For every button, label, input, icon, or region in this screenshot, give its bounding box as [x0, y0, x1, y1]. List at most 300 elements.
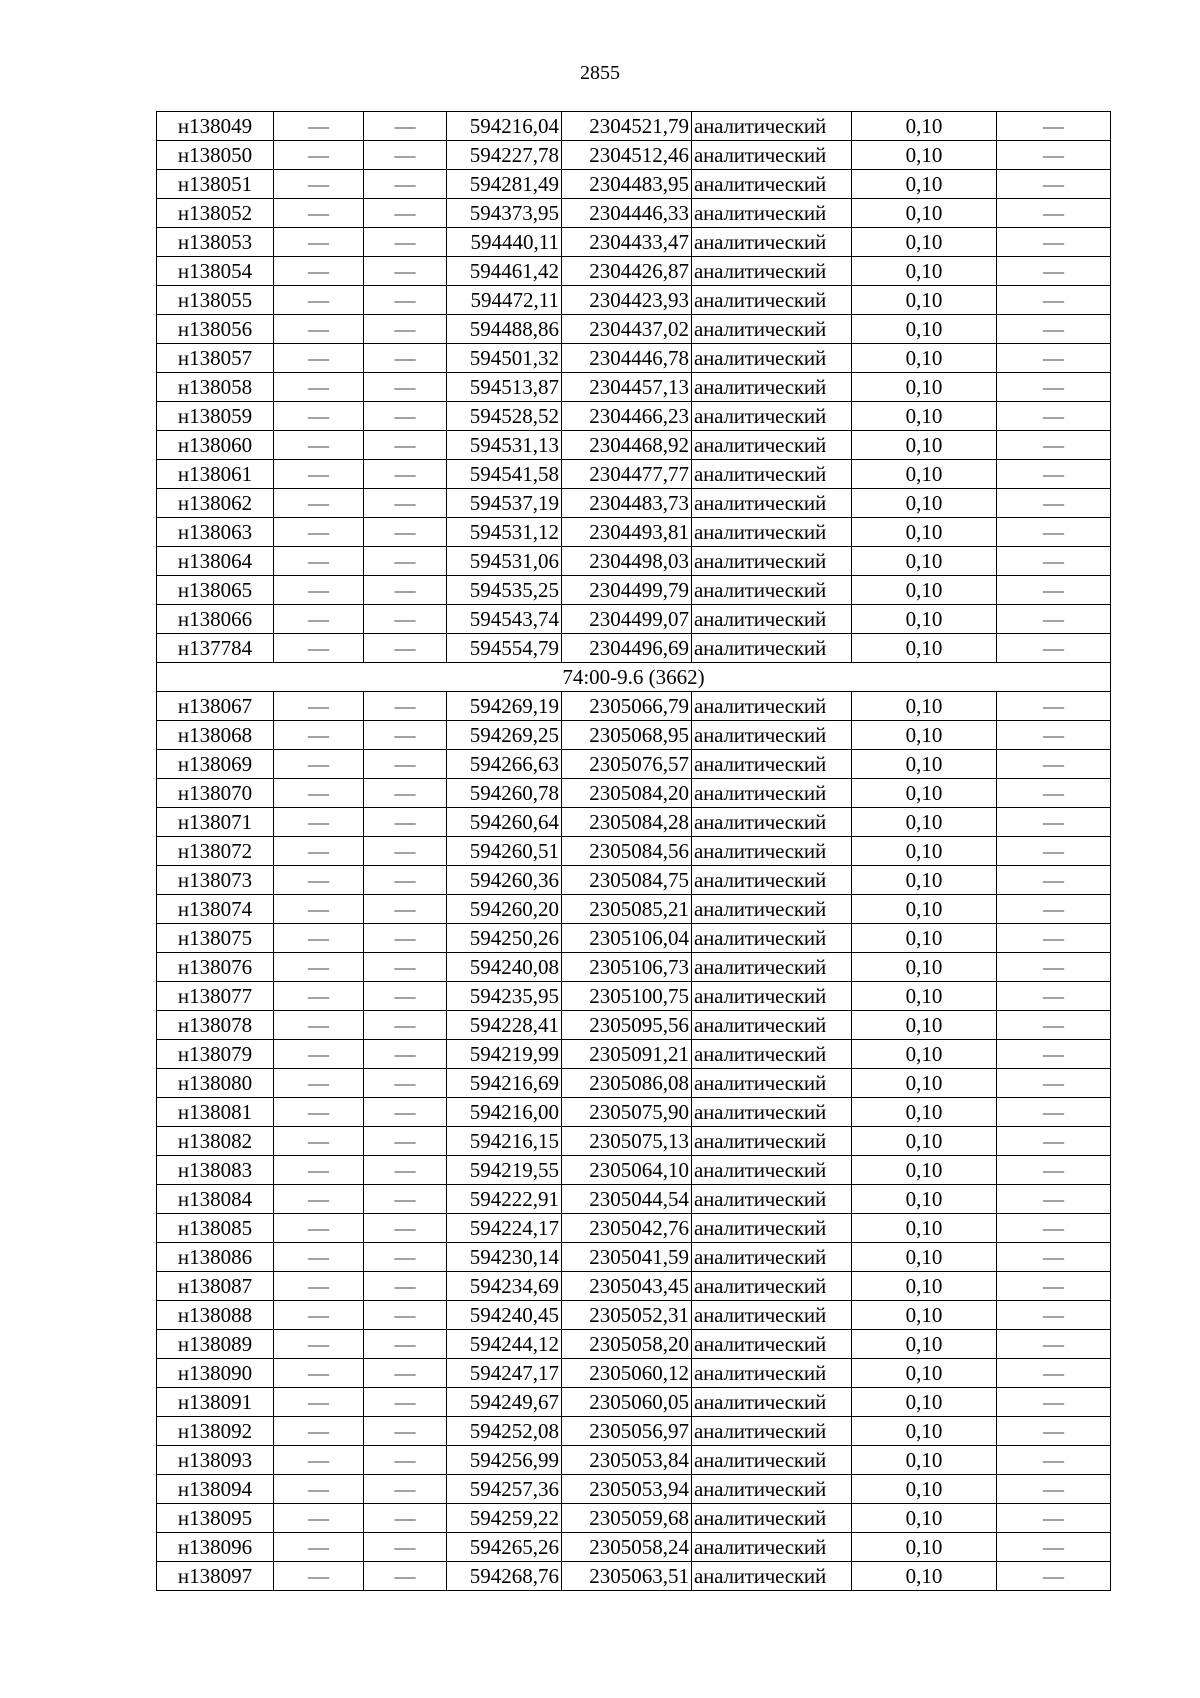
x-coordinate-cell: 594265,26 [447, 1533, 562, 1562]
y-coordinate-cell: 2304499,07 [562, 605, 692, 634]
dash-cell: — [274, 518, 364, 547]
method-cell: аналитический [692, 895, 852, 924]
accuracy-cell: 0,10 [852, 402, 997, 431]
dash-cell: — [997, 1475, 1111, 1504]
x-coordinate-cell: 594543,74 [447, 605, 562, 634]
method-cell: аналитический [692, 1069, 852, 1098]
table-row [157, 344, 1111, 373]
dash-cell: — [274, 1417, 364, 1446]
dash-cell: — [997, 1272, 1111, 1301]
table-row [157, 1156, 1111, 1185]
accuracy-cell: 0,10 [852, 257, 997, 286]
dash-cell: — [274, 1272, 364, 1301]
point-id-cell: н138056 [157, 315, 274, 344]
x-coordinate-cell: 594219,99 [447, 1040, 562, 1069]
point-id-cell: н138072 [157, 837, 274, 866]
x-coordinate-cell: 594252,08 [447, 1417, 562, 1446]
x-coordinate-cell: 594244,12 [447, 1330, 562, 1359]
accuracy-cell: 0,10 [852, 315, 997, 344]
dash-cell: — [274, 924, 364, 953]
dash-cell: — [364, 953, 447, 982]
x-coordinate-cell: 594541,58 [447, 460, 562, 489]
x-coordinate-cell: 594256,99 [447, 1446, 562, 1475]
x-coordinate-cell: 594269,25 [447, 721, 562, 750]
accuracy-cell: 0,10 [852, 750, 997, 779]
table-row [157, 373, 1111, 402]
dash-cell: — [997, 1040, 1111, 1069]
y-coordinate-cell: 2304437,02 [562, 315, 692, 344]
dash-cell: — [997, 489, 1111, 518]
accuracy-cell: 0,10 [852, 1243, 997, 1272]
x-coordinate-cell: 594235,95 [447, 982, 562, 1011]
dash-cell: — [274, 257, 364, 286]
y-coordinate-cell: 2305068,95 [562, 721, 692, 750]
dash-cell: — [274, 112, 364, 141]
x-coordinate-cell: 594234,69 [447, 1272, 562, 1301]
y-coordinate-cell: 2305043,45 [562, 1272, 692, 1301]
method-cell: аналитический [692, 1475, 852, 1504]
dash-cell: — [997, 576, 1111, 605]
accuracy-cell: 0,10 [852, 1156, 997, 1185]
accuracy-cell: 0,10 [852, 1301, 997, 1330]
dash-cell: — [364, 344, 447, 373]
table-row [157, 112, 1111, 141]
y-coordinate-cell: 2305075,90 [562, 1098, 692, 1127]
y-coordinate-cell: 2305076,57 [562, 750, 692, 779]
x-coordinate-cell: 594537,19 [447, 489, 562, 518]
y-coordinate-cell: 2305084,28 [562, 808, 692, 837]
dash-cell: — [364, 750, 447, 779]
table-row [157, 257, 1111, 286]
dash-cell: — [997, 953, 1111, 982]
dash-cell: — [997, 808, 1111, 837]
dash-cell: — [274, 228, 364, 257]
table-row [157, 1243, 1111, 1272]
y-coordinate-cell: 2304477,77 [562, 460, 692, 489]
method-cell: аналитический [692, 1330, 852, 1359]
point-id-cell: н138092 [157, 1417, 274, 1446]
accuracy-cell: 0,10 [852, 895, 997, 924]
table-row [157, 634, 1111, 663]
x-coordinate-cell: 594222,91 [447, 1185, 562, 1214]
point-id-cell: н138063 [157, 518, 274, 547]
point-id-cell: н138054 [157, 257, 274, 286]
dash-cell: — [997, 779, 1111, 808]
dash-cell: — [997, 721, 1111, 750]
y-coordinate-cell: 2304457,13 [562, 373, 692, 402]
table-row [157, 982, 1111, 1011]
dash-cell: — [364, 228, 447, 257]
dash-cell: — [997, 1011, 1111, 1040]
dash-cell: — [274, 1185, 364, 1214]
dash-cell: — [274, 1475, 364, 1504]
table-row [157, 1040, 1111, 1069]
y-coordinate-cell: 2304433,47 [562, 228, 692, 257]
point-id-cell: н138082 [157, 1127, 274, 1156]
table-row [157, 170, 1111, 199]
table-row [157, 808, 1111, 837]
y-coordinate-cell: 2304498,03 [562, 547, 692, 576]
method-cell: аналитический [692, 344, 852, 373]
y-coordinate-cell: 2304496,69 [562, 634, 692, 663]
coordinates-table [156, 111, 1111, 1591]
dash-cell: — [997, 286, 1111, 315]
x-coordinate-cell: 594249,67 [447, 1388, 562, 1417]
accuracy-cell: 0,10 [852, 808, 997, 837]
point-id-cell: н138049 [157, 112, 274, 141]
dash-cell: — [997, 837, 1111, 866]
method-cell: аналитический [692, 257, 852, 286]
method-cell: аналитический [692, 170, 852, 199]
accuracy-cell: 0,10 [852, 1040, 997, 1069]
x-coordinate-cell: 594224,17 [447, 1214, 562, 1243]
accuracy-cell: 0,10 [852, 1562, 997, 1591]
point-id-cell: н138067 [157, 692, 274, 721]
accuracy-cell: 0,10 [852, 982, 997, 1011]
point-id-cell: н138066 [157, 605, 274, 634]
dash-cell: — [274, 982, 364, 1011]
dash-cell: — [274, 402, 364, 431]
dash-cell: — [274, 1301, 364, 1330]
point-id-cell: н138071 [157, 808, 274, 837]
dash-cell: — [364, 460, 447, 489]
point-id-cell: н138095 [157, 1504, 274, 1533]
dash-cell: — [364, 170, 447, 199]
dash-cell: — [274, 170, 364, 199]
table-row [157, 199, 1111, 228]
y-coordinate-cell: 2305084,56 [562, 837, 692, 866]
dash-cell: — [274, 750, 364, 779]
table-row [157, 402, 1111, 431]
x-coordinate-cell: 594528,52 [447, 402, 562, 431]
x-coordinate-cell: 594531,06 [447, 547, 562, 576]
dash-cell: — [274, 808, 364, 837]
dash-cell: — [364, 1243, 447, 1272]
y-coordinate-cell: 2304483,95 [562, 170, 692, 199]
dash-cell: — [364, 808, 447, 837]
table-row [157, 866, 1111, 895]
dash-cell: — [364, 112, 447, 141]
dash-cell: — [997, 315, 1111, 344]
x-coordinate-cell: 594554,79 [447, 634, 562, 663]
accuracy-cell: 0,10 [852, 1330, 997, 1359]
dash-cell: — [364, 866, 447, 895]
table-row [157, 1562, 1111, 1591]
x-coordinate-cell: 594461,42 [447, 257, 562, 286]
y-coordinate-cell: 2305066,79 [562, 692, 692, 721]
method-cell: аналитический [692, 1185, 852, 1214]
y-coordinate-cell: 2305060,12 [562, 1359, 692, 1388]
table-row [157, 518, 1111, 547]
point-id-cell: н138077 [157, 982, 274, 1011]
y-coordinate-cell: 2305056,97 [562, 1417, 692, 1446]
method-cell: аналитический [692, 1504, 852, 1533]
point-id-cell: н138070 [157, 779, 274, 808]
method-cell: аналитический [692, 1562, 852, 1591]
x-coordinate-cell: 594216,04 [447, 112, 562, 141]
dash-cell: — [997, 1562, 1111, 1591]
dash-cell: — [364, 982, 447, 1011]
dash-cell: — [364, 315, 447, 344]
x-coordinate-cell: 594260,20 [447, 895, 562, 924]
x-coordinate-cell: 594216,69 [447, 1069, 562, 1098]
dash-cell: — [997, 750, 1111, 779]
x-coordinate-cell: 594260,78 [447, 779, 562, 808]
x-coordinate-cell: 594216,00 [447, 1098, 562, 1127]
dash-cell: — [997, 634, 1111, 663]
method-cell: аналитический [692, 721, 852, 750]
method-cell: аналитический [692, 141, 852, 170]
y-coordinate-cell: 2304468,92 [562, 431, 692, 460]
point-id-cell: н138097 [157, 1562, 274, 1591]
dash-cell: — [997, 1301, 1111, 1330]
dash-cell: — [364, 199, 447, 228]
method-cell: аналитический [692, 286, 852, 315]
dash-cell: — [997, 1533, 1111, 1562]
method-cell: аналитический [692, 1446, 852, 1475]
point-id-cell: н138064 [157, 547, 274, 576]
method-cell: аналитический [692, 1301, 852, 1330]
accuracy-cell: 0,10 [852, 1504, 997, 1533]
dash-cell: — [364, 1272, 447, 1301]
table-row [157, 1417, 1111, 1446]
point-id-cell: н138076 [157, 953, 274, 982]
dash-cell: — [274, 286, 364, 315]
dash-cell: — [364, 257, 447, 286]
dash-cell: — [997, 866, 1111, 895]
dash-cell: — [274, 460, 364, 489]
accuracy-cell: 0,10 [852, 1098, 997, 1127]
point-id-cell: н138055 [157, 286, 274, 315]
method-cell: аналитический [692, 1040, 852, 1069]
dash-cell: — [274, 1243, 364, 1272]
dash-cell: — [274, 1214, 364, 1243]
x-coordinate-cell: 594227,78 [447, 141, 562, 170]
dash-cell: — [274, 1156, 364, 1185]
table-row [157, 895, 1111, 924]
point-id-cell: н138090 [157, 1359, 274, 1388]
dash-cell: — [997, 1156, 1111, 1185]
method-cell: аналитический [692, 489, 852, 518]
accuracy-cell: 0,10 [852, 721, 997, 750]
dash-cell: — [997, 547, 1111, 576]
accuracy-cell: 0,10 [852, 1011, 997, 1040]
table-row [157, 1214, 1111, 1243]
dash-cell: — [274, 779, 364, 808]
y-coordinate-cell: 2304423,93 [562, 286, 692, 315]
point-id-cell: н138052 [157, 199, 274, 228]
x-coordinate-cell: 594535,25 [447, 576, 562, 605]
method-cell: аналитический [692, 112, 852, 141]
dash-cell: — [274, 1098, 364, 1127]
y-coordinate-cell: 2305041,59 [562, 1243, 692, 1272]
x-coordinate-cell: 594257,36 [447, 1475, 562, 1504]
table-row [157, 1533, 1111, 1562]
accuracy-cell: 0,10 [852, 605, 997, 634]
dash-cell: — [274, 1069, 364, 1098]
point-id-cell: н138059 [157, 402, 274, 431]
point-id-cell: н138089 [157, 1330, 274, 1359]
dash-cell: — [274, 721, 364, 750]
accuracy-cell: 0,10 [852, 1185, 997, 1214]
accuracy-cell: 0,10 [852, 344, 997, 373]
accuracy-cell: 0,10 [852, 1417, 997, 1446]
table-row [157, 721, 1111, 750]
accuracy-cell: 0,10 [852, 924, 997, 953]
y-coordinate-cell: 2305095,56 [562, 1011, 692, 1040]
dash-cell: — [364, 692, 447, 721]
x-coordinate-cell: 594216,15 [447, 1127, 562, 1156]
y-coordinate-cell: 2305085,21 [562, 895, 692, 924]
y-coordinate-cell: 2304426,87 [562, 257, 692, 286]
method-cell: аналитический [692, 1156, 852, 1185]
accuracy-cell: 0,10 [852, 866, 997, 895]
method-cell: аналитический [692, 692, 852, 721]
point-id-cell: н138061 [157, 460, 274, 489]
dash-cell: — [274, 1388, 364, 1417]
dash-cell: — [364, 1156, 447, 1185]
x-coordinate-cell: 594266,63 [447, 750, 562, 779]
table-row [157, 315, 1111, 344]
dash-cell: — [997, 895, 1111, 924]
dash-cell: — [364, 1388, 447, 1417]
table-row [157, 547, 1111, 576]
method-cell: аналитический [692, 1127, 852, 1156]
method-cell: аналитический [692, 518, 852, 547]
dash-cell: — [274, 1562, 364, 1591]
accuracy-cell: 0,10 [852, 1533, 997, 1562]
y-coordinate-cell: 2305053,94 [562, 1475, 692, 1504]
method-cell: аналитический [692, 634, 852, 663]
dash-cell: — [364, 1011, 447, 1040]
dash-cell: — [274, 895, 364, 924]
dash-cell: — [274, 1359, 364, 1388]
accuracy-cell: 0,10 [852, 518, 997, 547]
table-row [157, 228, 1111, 257]
x-coordinate-cell: 594440,11 [447, 228, 562, 257]
table-row [157, 1359, 1111, 1388]
method-cell: аналитический [692, 1243, 852, 1272]
method-cell: аналитический [692, 402, 852, 431]
accuracy-cell: 0,10 [852, 1475, 997, 1504]
table-row [157, 460, 1111, 489]
accuracy-cell: 0,10 [852, 170, 997, 199]
accuracy-cell: 0,10 [852, 431, 997, 460]
point-id-cell: н138057 [157, 344, 274, 373]
accuracy-cell: 0,10 [852, 779, 997, 808]
x-coordinate-cell: 594531,12 [447, 518, 562, 547]
point-id-cell: н138085 [157, 1214, 274, 1243]
x-coordinate-cell: 594269,19 [447, 692, 562, 721]
dash-cell: — [997, 1330, 1111, 1359]
point-id-cell: н138065 [157, 576, 274, 605]
dash-cell: — [997, 1243, 1111, 1272]
accuracy-cell: 0,10 [852, 489, 997, 518]
dash-cell: — [997, 1504, 1111, 1533]
dash-cell: — [364, 1040, 447, 1069]
dash-cell: — [274, 692, 364, 721]
dash-cell: — [274, 1330, 364, 1359]
table-row [157, 1069, 1111, 1098]
dash-cell: — [274, 1504, 364, 1533]
dash-cell: — [364, 721, 447, 750]
dash-cell: — [364, 373, 447, 402]
accuracy-cell: 0,10 [852, 286, 997, 315]
y-coordinate-cell: 2305086,08 [562, 1069, 692, 1098]
dash-cell: — [364, 1562, 447, 1591]
table-row [157, 1446, 1111, 1475]
table-row [157, 1388, 1111, 1417]
dash-cell: — [364, 1301, 447, 1330]
point-id-cell: н137784 [157, 634, 274, 663]
accuracy-cell: 0,10 [852, 953, 997, 982]
table-row [157, 576, 1111, 605]
method-cell: аналитический [692, 1214, 852, 1243]
table-row [157, 1504, 1111, 1533]
y-coordinate-cell: 2304493,81 [562, 518, 692, 547]
dash-cell: — [274, 141, 364, 170]
dash-cell: — [997, 257, 1111, 286]
dash-cell: — [274, 866, 364, 895]
y-coordinate-cell: 2305058,24 [562, 1533, 692, 1562]
method-cell: аналитический [692, 1417, 852, 1446]
dash-cell: — [274, 1446, 364, 1475]
accuracy-cell: 0,10 [852, 634, 997, 663]
point-id-cell: н138080 [157, 1069, 274, 1098]
y-coordinate-cell: 2304499,79 [562, 576, 692, 605]
dash-cell: — [364, 1417, 447, 1446]
dash-cell: — [364, 605, 447, 634]
y-coordinate-cell: 2305091,21 [562, 1040, 692, 1069]
dash-cell: — [997, 460, 1111, 489]
accuracy-cell: 0,10 [852, 837, 997, 866]
table-row [157, 1272, 1111, 1301]
point-id-cell: н138079 [157, 1040, 274, 1069]
dash-cell: — [274, 344, 364, 373]
dash-cell: — [364, 634, 447, 663]
point-id-cell: н138096 [157, 1533, 274, 1562]
x-coordinate-cell: 594531,13 [447, 431, 562, 460]
x-coordinate-cell: 594230,14 [447, 1243, 562, 1272]
y-coordinate-cell: 2305106,04 [562, 924, 692, 953]
table-row [157, 692, 1111, 721]
dash-cell: — [274, 489, 364, 518]
accuracy-cell: 0,10 [852, 373, 997, 402]
method-cell: аналитический [692, 837, 852, 866]
point-id-cell: н138093 [157, 1446, 274, 1475]
y-coordinate-cell: 2304446,78 [562, 344, 692, 373]
dash-cell: — [997, 344, 1111, 373]
method-cell: аналитический [692, 460, 852, 489]
x-coordinate-cell: 594247,17 [447, 1359, 562, 1388]
method-cell: аналитический [692, 547, 852, 576]
y-coordinate-cell: 2305052,31 [562, 1301, 692, 1330]
accuracy-cell: 0,10 [852, 1359, 997, 1388]
method-cell: аналитический [692, 1533, 852, 1562]
table-row [157, 489, 1111, 518]
dash-cell: — [274, 605, 364, 634]
method-cell: аналитический [692, 315, 852, 344]
x-coordinate-cell: 594513,87 [447, 373, 562, 402]
method-cell: аналитический [692, 953, 852, 982]
point-id-cell: н138088 [157, 1301, 274, 1330]
accuracy-cell: 0,10 [852, 1388, 997, 1417]
table-row [157, 1475, 1111, 1504]
table-row [157, 837, 1111, 866]
point-id-cell: н138053 [157, 228, 274, 257]
table-row [157, 1330, 1111, 1359]
method-cell: аналитический [692, 808, 852, 837]
